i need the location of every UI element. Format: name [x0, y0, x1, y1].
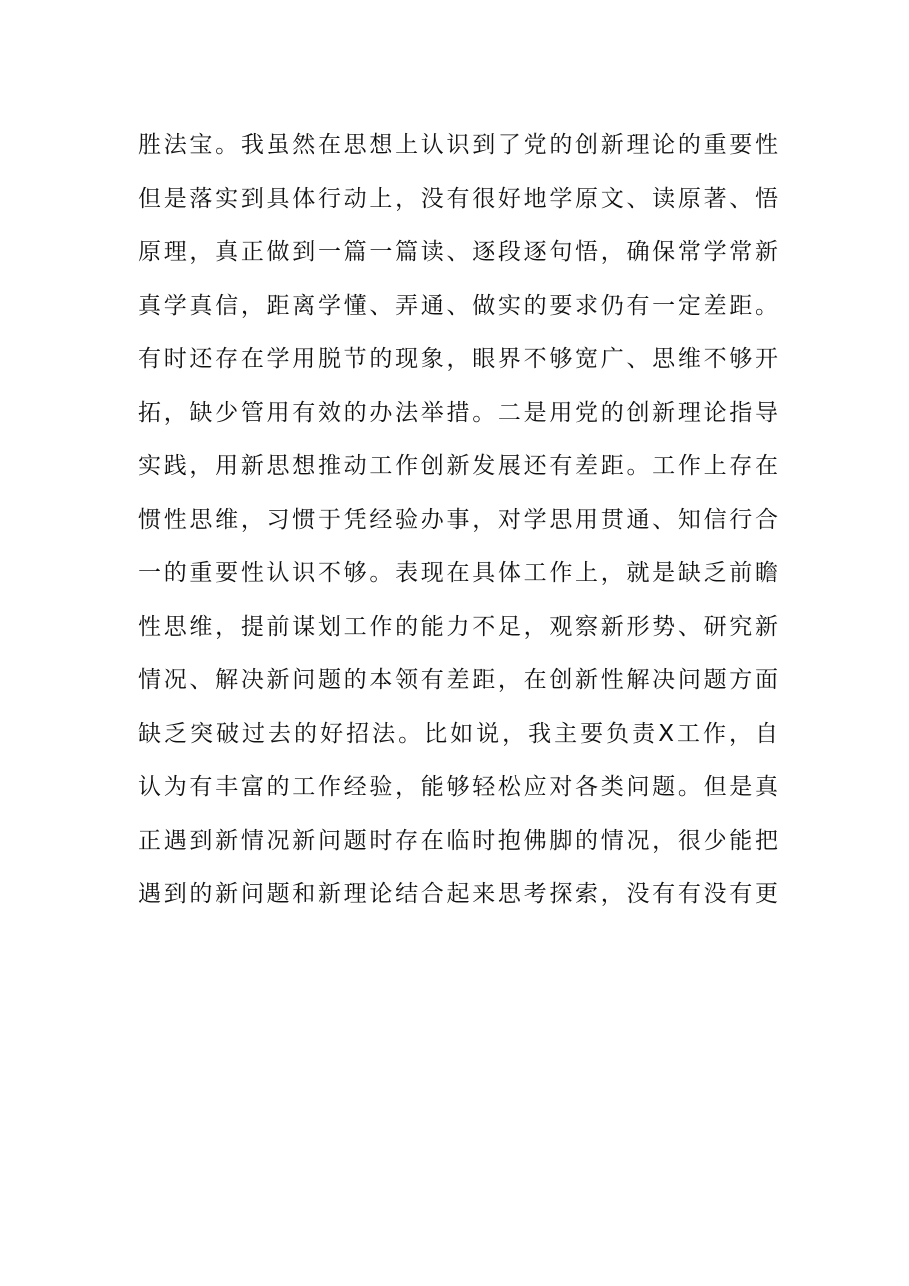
text-line-8: 惯性思维，习惯于凭经验办事，对学思用贯通、知信行合 [138, 506, 778, 533]
text-line-15: 遇到的新问题和新理论结合起来思考探索，没有有没有更 [138, 881, 778, 907]
text-line-9: 一的重要性认识不够。表现在具体工作上，就是缺乏前瞻 [138, 560, 778, 586]
text-line-7: 实践，用新思想推动工作创新发展还有差距。工作上存在 [138, 453, 778, 479]
text-line-13: 认为有丰富的工作经验，能够轻松应对各类问题。但是真 [138, 774, 778, 800]
text-line-1: 胜法宝。我虽然在思想上认识到了党的创新理论的重要性 [138, 132, 778, 158]
text-line-12: 缺乏突破过去的好招法。比如说，我主要负责X工作，自 [138, 720, 778, 747]
text-line-11: 情况、解决新问题的本领有差距，在创新性解决问题方面 [138, 667, 778, 693]
text-line-10: 性思维，提前谋划工作的能力不足，观察新形势、研究新 [138, 613, 778, 640]
text-line-3: 原理，真正做到一篇一篇读、逐段逐句悟，确保常学常新 [138, 239, 778, 265]
body-text [138, 119, 778, 922]
text-line-14: 正遇到新情况新问题时存在临时抱佛脚的情况，很少能把 [138, 827, 778, 854]
text-line-6: 拓，缺少管用有效的办法举措。二是用党的创新理论指导 [138, 399, 778, 426]
text-line-2: 但是落实到具体行动上，没有很好地学原文、读原著、悟 [138, 185, 778, 212]
text-line-5: 有时还存在学用脱节的现象，眼界不够宽广、思维不够开 [138, 346, 778, 372]
text-line-4: 真学真信，距离学懂、弄通、做实的要求仍有一定差距。 [138, 292, 778, 319]
